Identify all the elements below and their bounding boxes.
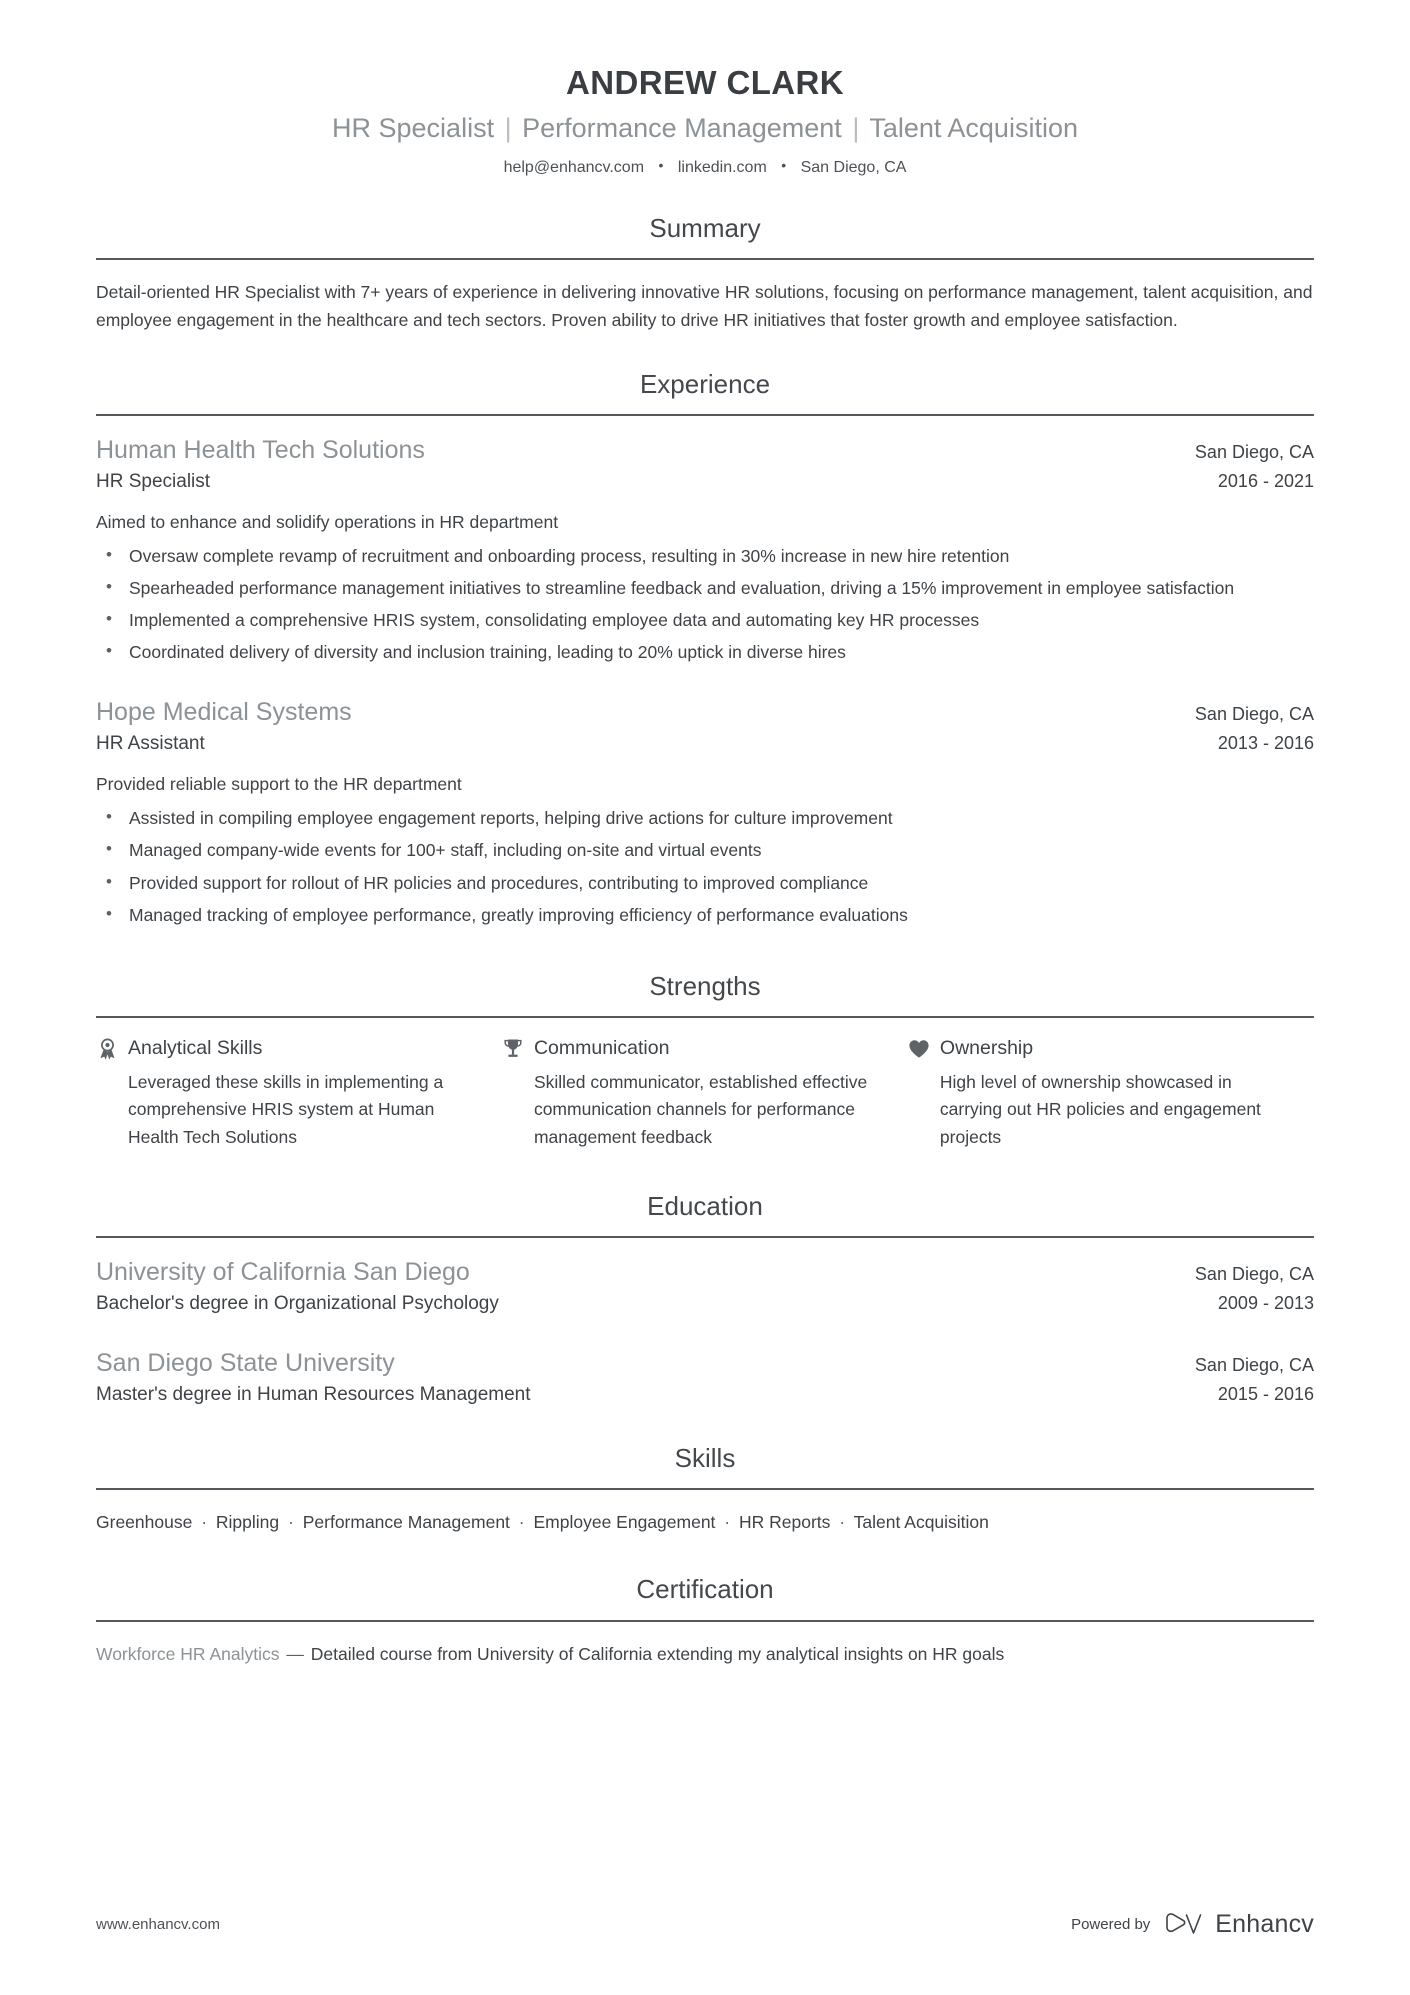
experience-bullet: • Implemented a comprehensive HRIS system, consolidating employee data and automating key HR processes [96,607,1314,634]
strength-item [908,1036,1314,1151]
experience-description: Aimed to enhance and solidify operations in HR department [96,511,559,532]
experience-organization: Human Health Tech Solutions [96,436,425,464]
contact-separator-dot: • [781,157,787,174]
strength-item [96,1036,502,1151]
section-title-education: Education [647,1190,763,1221]
headline-part-1: HR Specialist [332,113,495,144]
education-body [96,1238,1314,1407]
headline-separator: | [852,113,860,144]
experience-organization: Hope Medical Systems [96,698,352,727]
skill-separator: · [518,1512,525,1533]
footer-url[interactable]: www.enhancv.com [96,1916,220,1933]
certification-body [96,1622,1314,1668]
experience-role: HR Specialist [96,471,211,492]
education-institution: San Diego State University [96,1348,395,1377]
experience-bullet: • Coordinated delivery of diversity and inclusion training, leading to 20% uptick in diverse hires [96,639,1314,666]
section-title-certification: Certification [636,1574,774,1605]
contact-location: San Diego, CA [800,159,907,177]
education-entry-subheader [96,1289,1314,1317]
summary-text: Detail-oriented HR Specialist with 7+ years of experience in delivering innovative HR solutions, focusing on performance management, talent acquisition, and employee engagement in the healthcare and tech sectors. Proven ability to drive HR initiatives that foster growth and employee satisfaction. [96,282,1313,331]
skill-item: Talent Acquisition [853,1512,989,1533]
strength-item [502,1036,908,1151]
experience-location: San Diego, CA [1194,704,1314,725]
skill-separator: · [201,1512,208,1533]
skill-separator: · [724,1512,731,1533]
education-degree: Master's degree in Human Resources Management [96,1383,531,1405]
strength-header [908,1036,1274,1061]
education-entry [96,1347,1314,1408]
section-experience [96,369,1314,929]
skill-item: Performance Management [302,1512,510,1533]
experience-body [96,416,1314,929]
headline-part-3: Talent Acquisition [869,113,1078,144]
headline-part-2: Performance Management [522,113,842,144]
strength-header [502,1036,868,1061]
experience-bullet: • Managed tracking of employee performance, greatly improving efficiency of performance evaluations [96,902,1314,929]
skills-list [96,1508,1314,1536]
strength-name: Ownership [939,1036,1034,1059]
powered-by-label: Powered by [1071,1916,1151,1933]
section-skills [96,1443,1314,1536]
skill-item: Employee Engagement [533,1512,716,1533]
strength-description: Leveraged these skills in implementing a comprehensive HRIS system at Human Health Tech Solutions [128,1072,444,1147]
contact-email[interactable]: help@enhancv.com [503,159,645,177]
education-location: San Diego, CA [1194,1263,1314,1284]
page-footer [96,1910,1314,1939]
skill-separator: · [288,1512,294,1533]
experience-bullet: • Spearheaded performance management initiatives to streamline feedback and evaluation, driving a 15% improvement in employee satisfaction [96,575,1314,602]
section-education [96,1191,1314,1407]
section-certification [96,1574,1314,1667]
education-dates: 2009 - 2013 [1217,1292,1314,1313]
education-degree: Bachelor's degree in Organizational Psychology [96,1292,499,1314]
education-dates: 2015 - 2016 [1217,1383,1314,1404]
experience-entry-subheader [96,729,1314,757]
experience-bullet: • Oversaw complete revamp of recruitment and onboarding process, resulting in 30% increase in new hire retention [96,543,1314,570]
experience-role: HR Assistant [96,733,205,755]
summary-body [96,260,1314,335]
experience-bullet-list [96,805,1314,929]
strengths-grid [96,1036,1314,1151]
enhancv-logo [1164,1910,1314,1939]
experience-description: Provided reliable support to the HR department [96,774,462,795]
section-summary [96,213,1314,335]
footer-branding [1071,1910,1314,1939]
brand-name: Enhancv [1215,1910,1314,1938]
experience-bullet: • Managed company-wide events for 100+ staff, including on-site and virtual events [96,837,1314,864]
experience-entry-subheader [96,467,1314,495]
experience-dates: 2016 - 2021 [1217,471,1314,491]
experience-entry-header [96,696,1314,729]
strength-description: Skilled communicator, established effective communication channels for performance management feedback [533,1072,868,1147]
page-title: ANDREW CLARK [566,64,844,101]
experience-location: San Diego, CA [1194,442,1314,462]
strength-description: High level of ownership showcased in carrying out HR policies and engagement projects [939,1072,1261,1147]
strength-name: Analytical Skills [128,1036,263,1059]
certification-dash: — [286,1643,304,1664]
experience-entry [96,434,1314,666]
education-institution: University of California San Diego [96,1257,470,1286]
education-entry-header [96,1347,1314,1380]
experience-entry [96,696,1314,928]
skill-item: Greenhouse [96,1512,193,1533]
trophy-icon [502,1037,524,1061]
section-title-summary: Summary [649,212,761,243]
certification-entry [96,1640,1314,1668]
education-entry-subheader [96,1380,1314,1408]
education-entry [96,1256,1314,1317]
education-entry-header [96,1256,1314,1289]
strength-header [96,1036,462,1061]
professional-headline [96,111,1314,146]
contact-linkedin[interactable]: linkedin.com [677,159,767,177]
section-title-experience: Experience [639,368,771,399]
section-strengths [96,971,1314,1151]
education-location: San Diego, CA [1194,1354,1314,1375]
section-title-strengths: Strengths [649,970,761,1001]
experience-bullet: • Provided support for rollout of HR policies and procedures, contributing to improved compliance [96,870,1314,897]
headline-separator: | [504,113,512,144]
resume-header [96,0,1314,179]
strength-name: Communication [533,1036,670,1059]
strengths-body [96,1018,1314,1151]
skills-body [96,1490,1314,1536]
award-ribbon-icon [96,1037,118,1061]
experience-bullet-list [96,543,1314,667]
skill-item: Rippling [215,1512,280,1533]
certification-name: Workforce HR Analytics [96,1643,280,1664]
experience-dates: 2013 - 2016 [1217,733,1314,754]
contact-separator-dot: • [658,157,664,174]
section-title-skills: Skills [674,1443,736,1474]
contact-info [96,156,1314,179]
experience-entry-header [96,434,1314,467]
skill-item: HR Reports [739,1512,831,1533]
experience-bullet: • Assisted in compiling employee engagement reports, helping drive actions for culture improvement [96,805,1314,832]
skill-separator: · [839,1512,846,1533]
heart-icon [908,1037,930,1061]
certification-description: Detailed course from University of California extending my analytical insights on HR goals [310,1643,1005,1664]
